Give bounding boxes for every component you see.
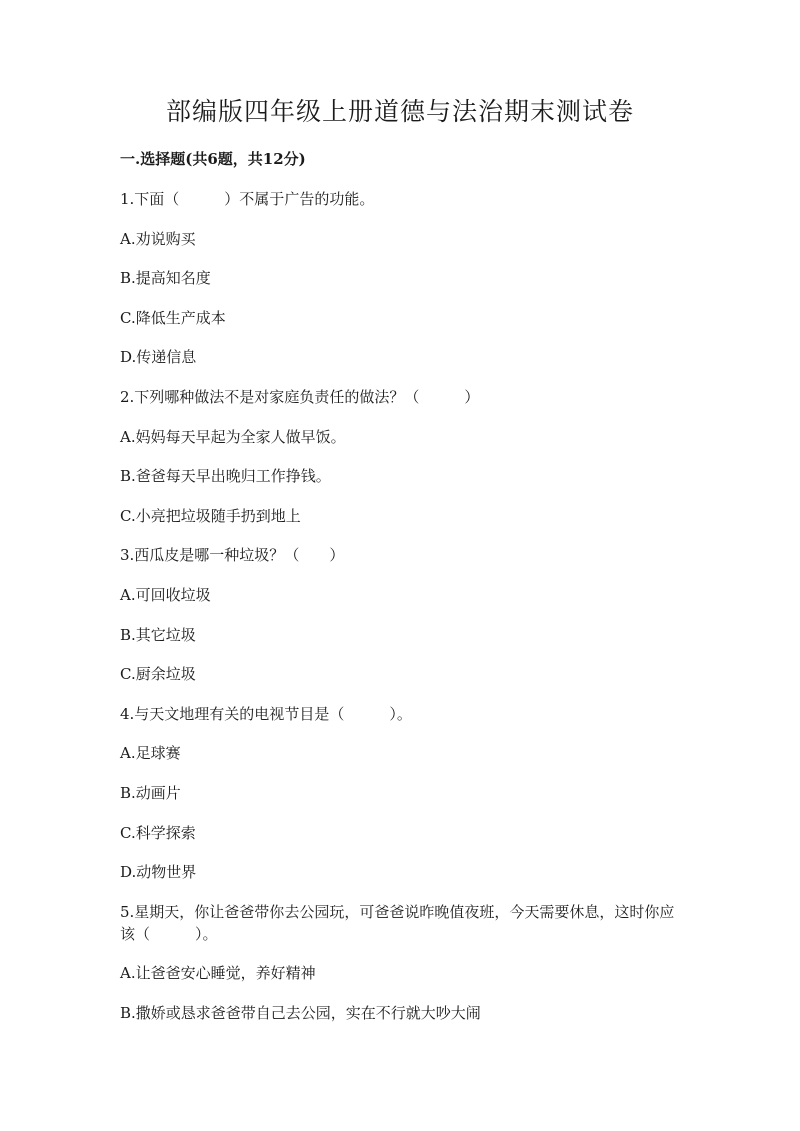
option-b: B.撒娇或恳求爸爸带自己去公园，实在不行就大吵大闹: [120, 1003, 481, 1022]
option-c: C.科学探索: [120, 823, 196, 842]
question-stem: 4.与天文地理有关的电视节目是（ ）。: [120, 704, 412, 723]
option-a: A.劝说购买: [120, 229, 196, 248]
question-2: [120, 386, 680, 527]
option-a: A.让爸爸安心睡觉，养好精神: [120, 964, 316, 983]
option-d: D.动物世界: [120, 863, 197, 882]
option-b: B.动画片: [120, 783, 181, 802]
option-c: C.厨余垃圾: [120, 665, 196, 684]
option-a: A.妈妈每天早起为全家人做早饭。: [120, 427, 346, 446]
exam-content: [120, 148, 680, 1041]
option-b: B.爸爸每天早出晚归工作挣钱。: [120, 467, 331, 486]
option-c: C.小亮把垃圾随手扔到地上: [120, 506, 301, 525]
option-b: B.其它垃圾: [120, 625, 196, 644]
question-1: [120, 188, 680, 368]
question-4: [120, 703, 680, 883]
option-c: C.降低生产成本: [120, 308, 226, 327]
page-title: 部编版四年级上册道德与法治期末测试卷: [165, 97, 634, 126]
option-a: A.足球赛: [120, 744, 181, 763]
question-5: [120, 901, 680, 1024]
question-stem: 5.星期天，你让爸爸带你去公园玩，可爸爸说昨晚值夜班，今天需要休息，这时你应该（ ）。: [120, 902, 675, 943]
question-stem: 2.下列哪种做法不是对家庭负责任的做法？（ ）: [120, 387, 480, 406]
option-b: B.提高知名度: [120, 269, 211, 288]
option-d: D.传递信息: [120, 348, 197, 367]
question-stem: 1.下面（ ）不属于广告的功能。: [120, 190, 375, 208]
question-3: [120, 544, 680, 685]
section-header: 一.选择题(共6题，共12分): [120, 150, 306, 168]
question-stem: 3.西瓜皮是哪一种垃圾？（ ）: [120, 546, 345, 565]
option-a: A.可回收垃圾: [120, 585, 211, 604]
